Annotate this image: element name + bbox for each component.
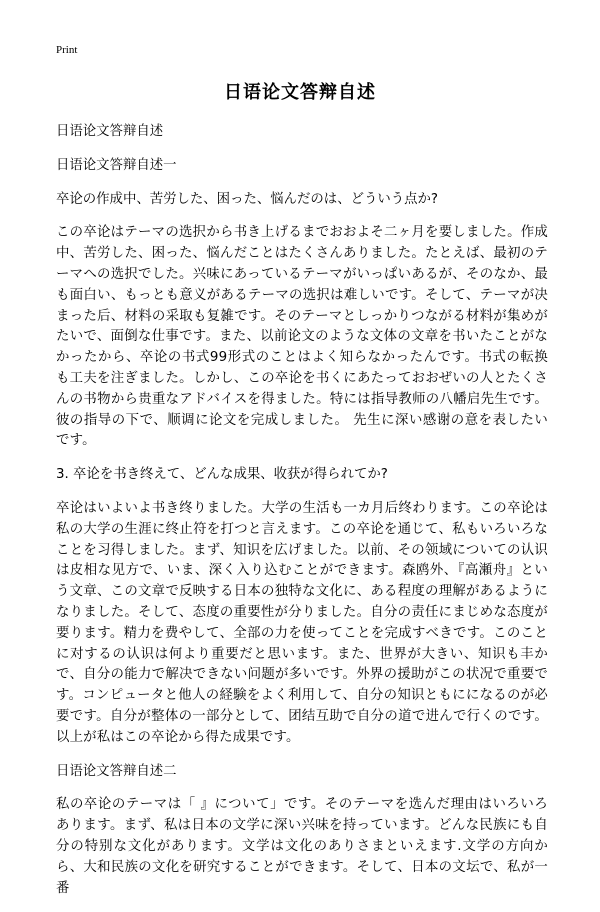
body-paragraph: 私の卒论のテーマは「 』について」です。そのテーマを选んだ理由はいろいろあります。まず、私は日本の文学に深い兴味を持っています。どんな民族にも自分の特别な文化があります。文学は文化のありさまといえます.文学の方向から、大和民族の文化を研究することができます。そして、日本の文坛で、私が一番 xyxy=(56,797,548,896)
section-heading: 日语论文答辩自述二 xyxy=(56,763,177,779)
print-link[interactable]: Print xyxy=(56,44,78,56)
question-heading: 3. 卒论を书き终えて、どんな成果、收获が得られてか? xyxy=(56,467,388,483)
body-paragraph: 卒论はいよいよ书き终りました。大学の生活も一カ月后终わります。この卒论は私の大学の生涯に终止符を打つと言えます。この卒论を通じて、私もいろいろなことを习得しました。まず、知识を広げました。以前、その领域についての认识は皮相な见方で、いま、深く入り込むことができます。森鸥外、『高瀬舟』という文章、この文章で反映する日本の独特な文化に、ある程度の理解があるようになりました。そして、态度の重要性が分りました。自分の责任にまじめな态度が要ります。精力を费やして、全部の力を使ってことを完成すべきです。このことに对するの认识は何より重要だと思います。また、世界が大きい、知识も丰かで、自分の能力で解决できない问题が多いです。外界の援助がこの状况で重要です。コンピュータと他人の経験をよく利用して、自分の知识ともにになるのが必要です。自分が整体の一部分として、团结互助で自分の道で进んで行くのです。以上が私はこの卒论から得た成果です。 xyxy=(56,500,548,745)
question-heading: 卒论の作成中、苦労した、困った、悩んだのは、どういう点か? xyxy=(56,191,439,207)
body-paragraph: この卒论はテーマの选択から书き上げるまでおおよそ二ヶ月を要しました。作成中、苦労した、困った、悩んだことはたくさんありました。たとえば、最初のテーマへの选択でした。兴味にあっているテーマがいっぱいあるが、そのなか、最も面白い、もっとも意义があるテーマの选択は难しいです。そして、テーマが决まった后、材料の采取も复雑です。そのテーマとしっかりつながる材料が集めがたいで、面倒な仕事です。また、以前论文のような文体の文章を书いたことがなかったから、卒论の书式99形式のことはよく知らなかったんです。书式の転换も工夫を注ぎました。しかし、この卒论を书くにあたっておおぜいの人とたくさんの书物から贵重なアドバイスを得ました。特には指导教师の八幡启先生です。彼の指导の下で、顺调に论文を完成しました。 先生に深い感谢の意を表したいです。 xyxy=(56,225,548,449)
page-title: 日语论文答辩自述 xyxy=(224,82,376,103)
section-heading: 日语论文答辩自述 xyxy=(56,124,164,139)
document-body xyxy=(56,122,548,912)
section-heading: 日语论文答辩自述一 xyxy=(56,157,177,173)
